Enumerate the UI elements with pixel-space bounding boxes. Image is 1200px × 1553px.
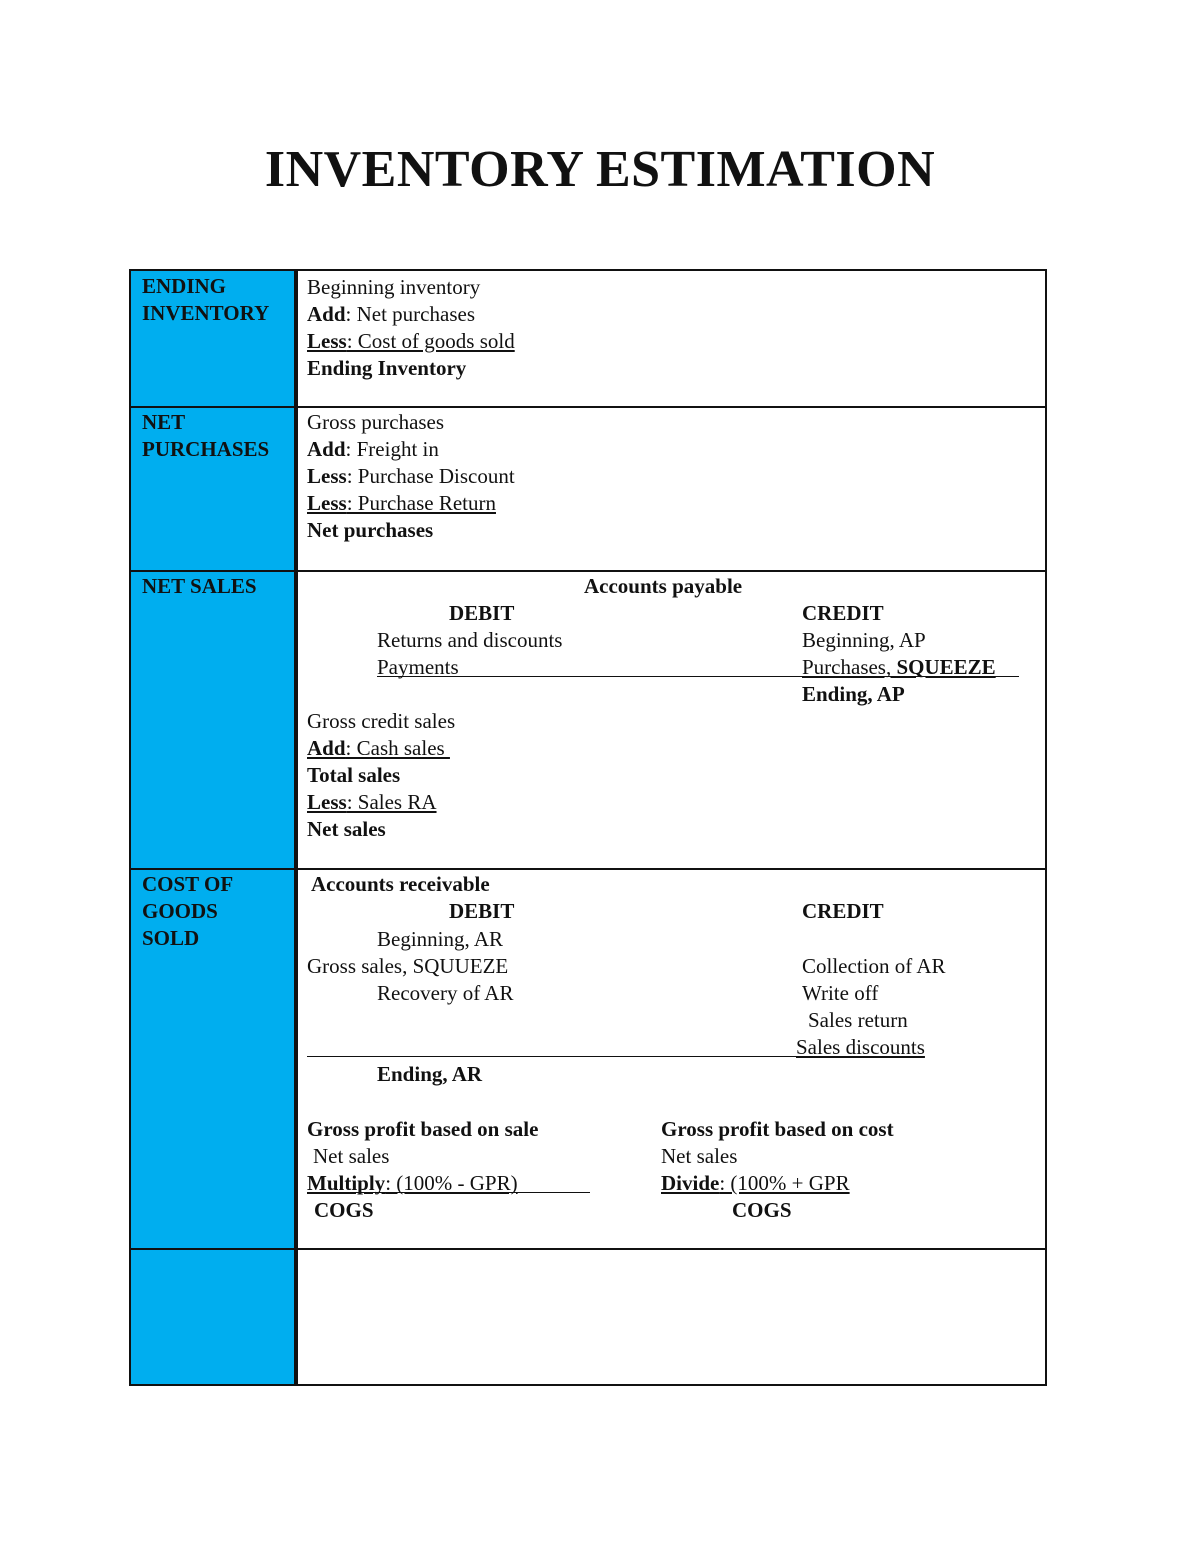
less-text: : Purchase Return (346, 491, 496, 515)
gp-sale-underline (307, 1192, 590, 1193)
ap-credit-header: CREDIT (802, 601, 884, 625)
divide-text: : (100% + GPR (719, 1171, 850, 1195)
divide-keyword: Divide (661, 1171, 720, 1195)
ap-debit-payments: Payments (377, 655, 459, 679)
label-cell-net-sales (131, 571, 296, 869)
ar-credit-write-off: Write off (802, 981, 879, 1005)
less-return-line (307, 490, 496, 517)
multiply-keyword: Multiply (307, 1171, 386, 1195)
row-divider (131, 868, 1045, 870)
label-line: INVENTORY (142, 301, 270, 325)
add-freight-line (307, 436, 439, 463)
ar-debit-gross-sales: Gross sales, SQUUEZE (307, 954, 509, 978)
ar-credit-header: CREDIT (802, 899, 884, 923)
gross-purchases-line: Gross purchases (307, 410, 445, 434)
ar-total-line (307, 1056, 797, 1057)
accounts-receivable-title: Accounts receivable (311, 872, 490, 896)
ending-inventory-result: Ending Inventory (307, 356, 467, 380)
accounts-payable-title: Accounts payable (584, 574, 743, 598)
page-title: INVENTORY ESTIMATION (264, 141, 936, 198)
gp-sale-net-sales: Net sales (313, 1144, 390, 1168)
estimation-table (129, 269, 1047, 1386)
ap-total-line (377, 676, 1019, 677)
ar-debit-recovery: Recovery of AR (377, 981, 514, 1005)
purchases-text: Purchases, (802, 655, 897, 679)
ap-credit-ending: Ending, AP (802, 682, 905, 706)
column-divider (296, 271, 298, 1384)
add-keyword: Add (307, 736, 346, 760)
less-keyword: Less (307, 329, 347, 353)
label-line: ENDING (142, 274, 227, 298)
total-sales-line: Total sales (307, 763, 401, 787)
label-line: GOODS (142, 899, 218, 923)
squeeze-keyword: SQUEEZE (896, 655, 996, 679)
ap-credit-beginning: Beginning, AP (802, 628, 926, 652)
label-cell-empty (131, 1249, 296, 1384)
add-text: : Net purchases (345, 302, 475, 326)
gp-sale-cogs: COGS (314, 1198, 374, 1222)
ap-debit-header: DEBIT (449, 601, 515, 625)
row-divider (131, 570, 1045, 572)
ar-credit-sales-return: Sales return (808, 1008, 908, 1032)
less-keyword: Less (307, 491, 347, 515)
row-label-net-purchases (142, 409, 269, 463)
add-net-purchases-line (307, 301, 475, 328)
gp-cost-net-sales: Net sales (661, 1144, 738, 1168)
less-text: : Purchase Discount (346, 464, 515, 488)
row-divider (131, 406, 1045, 408)
add-text: : Freight in (345, 437, 439, 461)
less-keyword: Less (307, 464, 347, 488)
ap-debit-returns: Returns and discounts (377, 628, 563, 652)
gp-sale-title: Gross profit based on sale (307, 1117, 539, 1141)
net-sales-result: Net sales (307, 817, 386, 841)
row-label-ending-inventory (142, 273, 269, 327)
label-line: COST OF (142, 872, 234, 896)
less-text: : Cost of goods sold (346, 329, 515, 353)
net-purchases-result: Net purchases (307, 518, 434, 542)
ar-credit-collection: Collection of AR (802, 954, 946, 978)
add-text: : Cash sales (345, 736, 450, 760)
less-sales-ra-line (307, 789, 437, 816)
label-line: PURCHASES (142, 437, 270, 461)
beginning-inventory-line: Beginning inventory (307, 275, 481, 299)
gp-cost-title: Gross profit based on cost (661, 1117, 894, 1141)
less-keyword: Less (307, 790, 347, 814)
gp-cost-cogs: COGS (732, 1198, 792, 1222)
row-label-net-sales: NET SALES (142, 574, 257, 598)
gp-cost-divide-line (661, 1170, 850, 1197)
label-line: SOLD (142, 926, 200, 950)
label-line: NET (142, 410, 186, 434)
less-discount-line (307, 463, 515, 490)
gross-credit-sales-line: Gross credit sales (307, 709, 456, 733)
ar-ending: Ending, AR (377, 1062, 483, 1086)
ar-credit-sales-discounts: Sales discounts (796, 1035, 925, 1059)
ar-debit-header: DEBIT (449, 899, 515, 923)
less-text: : Sales RA (346, 790, 437, 814)
multiply-text: : (100% - GPR) (385, 1171, 518, 1195)
add-keyword: Add (307, 302, 346, 326)
less-cogs-line (307, 328, 515, 355)
row-label-cogs (142, 871, 233, 952)
add-keyword: Add (307, 437, 346, 461)
row-divider (131, 1248, 1045, 1250)
add-cash-sales-line (307, 735, 450, 762)
ar-debit-beginning: Beginning, AR (377, 927, 504, 951)
